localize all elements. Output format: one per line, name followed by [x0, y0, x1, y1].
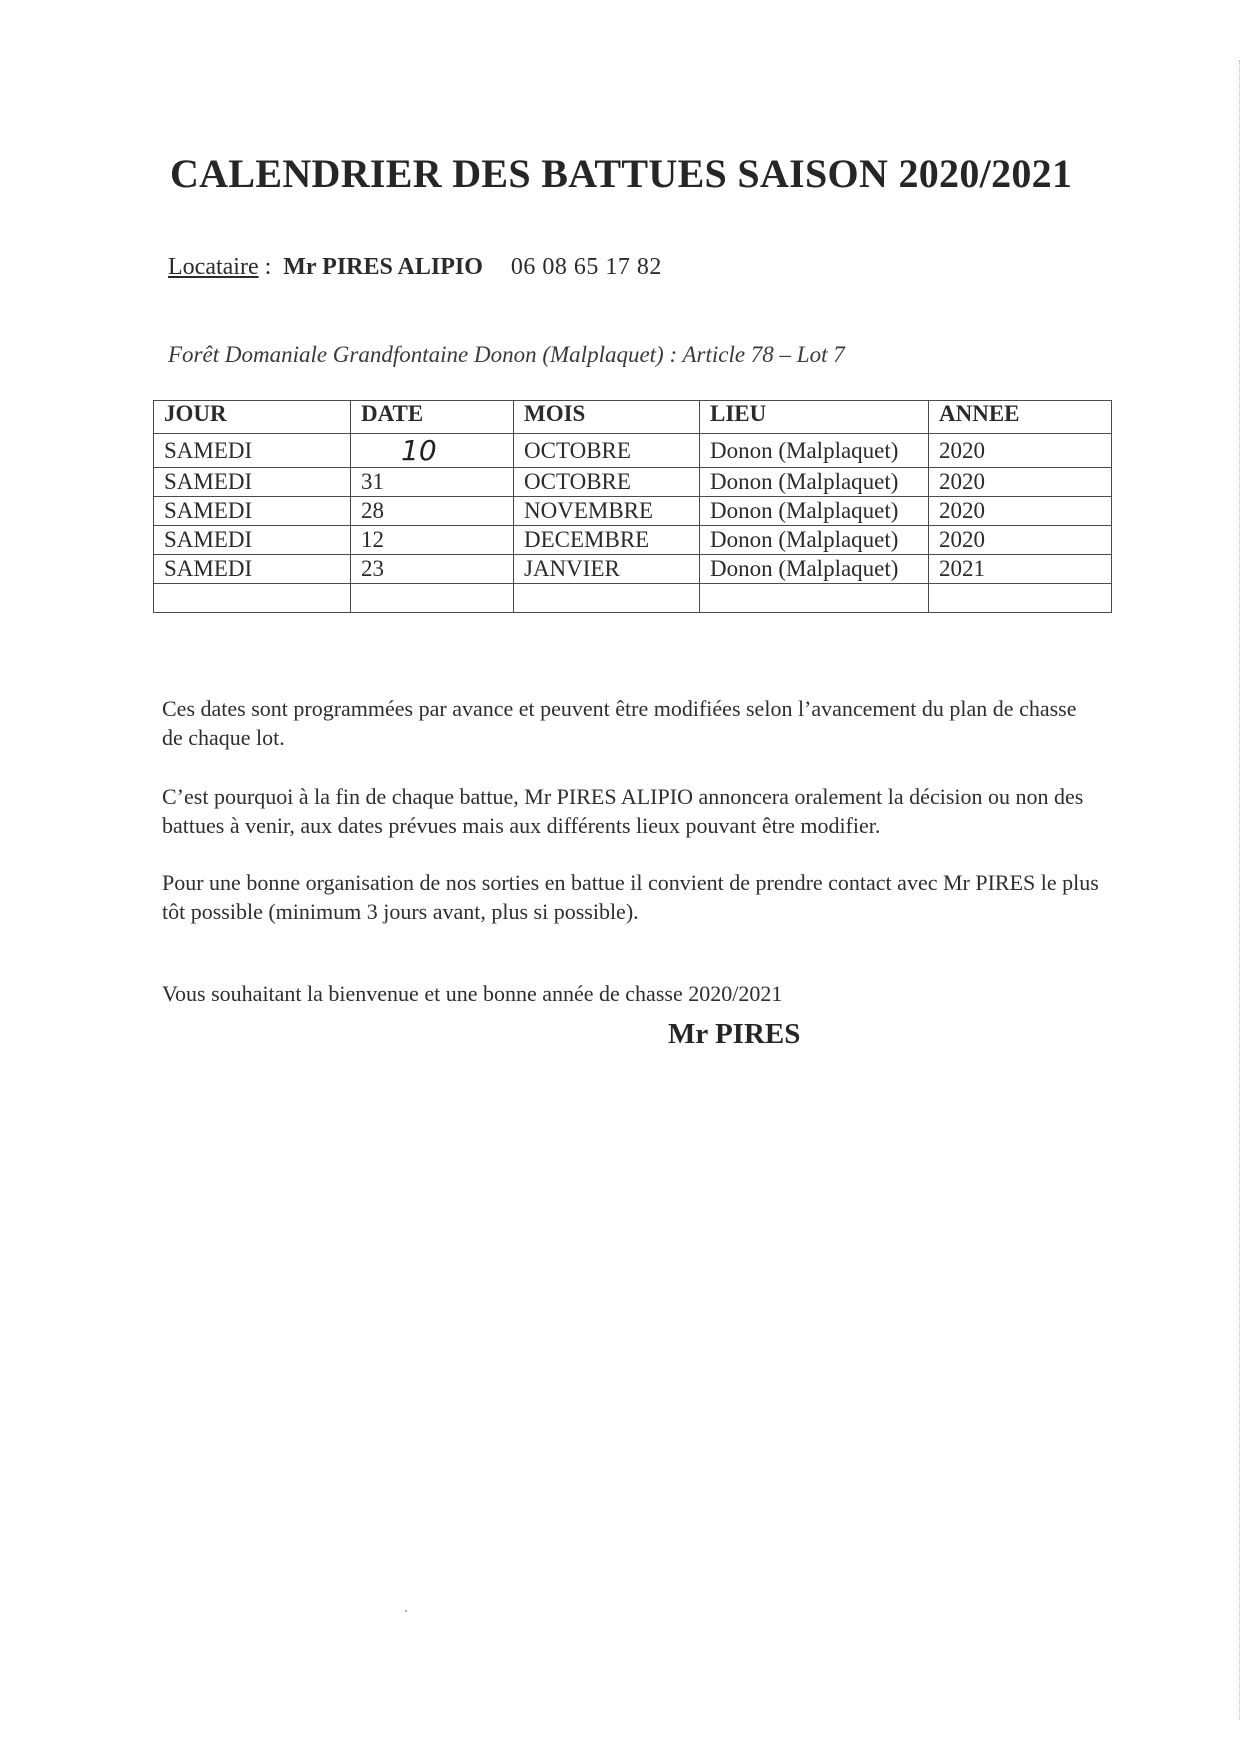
cell-date — [351, 584, 514, 613]
table-row — [154, 555, 1112, 584]
tenant-phone: 06 08 65 17 82 — [510, 254, 662, 280]
table-row — [154, 434, 1112, 468]
cell-lieu — [700, 584, 929, 613]
header-jour: JOUR — [154, 401, 351, 434]
scan-edge — [1235, 60, 1240, 1720]
cell-lieu: Donon (Malplaquet) — [700, 497, 929, 526]
signature-name: Mr PIRES — [668, 1018, 801, 1050]
table-row — [154, 526, 1112, 555]
notice-paragraph-contact: Pour une bonne organisation de nos sorties en battue il convient de prendre contact avec Mr PIRES le plus tôt possible (minimum 3 jours avant, plus si possible). — [162, 870, 1099, 924]
cell-lieu: Donon (Malplaquet) — [700, 468, 929, 497]
tenant-line — [168, 254, 662, 281]
cell-jour: SAMEDI — [154, 434, 351, 468]
closing-line: Vous souhaitant la bienvenue et une bonne année de chasse 2020/2021 — [162, 981, 783, 1006]
scan-speck — [405, 1610, 407, 1612]
cell-jour: SAMEDI — [154, 526, 351, 555]
cell-mois: OCTOBRE — [514, 434, 700, 468]
cell-annee: 2021 — [929, 555, 1112, 584]
cell-lieu: Donon (Malplaquet) — [700, 434, 929, 468]
page-title: CALENDRIER DES BATTUES SAISON 2020/2021 — [170, 151, 1073, 196]
notice-paragraph-dates: Ces dates sont programmées par avance et peuvent être modifiées selon l’avancement du plan de chasse de chaque lot. — [162, 696, 1077, 750]
cell-mois: OCTOBRE — [514, 468, 700, 497]
cell-mois: JANVIER — [514, 555, 700, 584]
cell-annee — [929, 584, 1112, 613]
notice-paragraph-announcement: C’est pourquoi à la fin de chaque battue, Mr PIRES ALIPIO annoncera oralement la décision ou non des battues à venir, aux dates prévues mais aux différents lieux pouvant être modifier. — [162, 784, 1084, 838]
cell-mois — [514, 584, 700, 613]
cell-lieu: Donon (Malplaquet) — [700, 526, 929, 555]
header-annee: ANNEE — [929, 401, 1112, 434]
table-row-empty — [154, 584, 1112, 613]
cell-jour: SAMEDI — [154, 497, 351, 526]
handwritten-date: 10 — [401, 434, 437, 467]
cell-date: 12 — [351, 526, 514, 555]
cell-annee: 2020 — [929, 497, 1112, 526]
header-date: DATE — [351, 401, 514, 434]
cell-annee: 2020 — [929, 526, 1112, 555]
cell-date: 28 — [351, 497, 514, 526]
cell-lieu: Donon (Malplaquet) — [700, 555, 929, 584]
cell-date-handwritten — [351, 434, 514, 468]
table-header-row — [154, 401, 1112, 434]
tenant-label: Locataire — [168, 254, 259, 280]
header-mois: MOIS — [514, 401, 700, 434]
cell-annee: 2020 — [929, 434, 1112, 468]
table-row — [154, 497, 1112, 526]
cell-mois: NOVEMBRE — [514, 497, 700, 526]
table-row — [154, 468, 1112, 497]
cell-date: 23 — [351, 555, 514, 584]
hunt-calendar-table — [153, 400, 1112, 613]
cell-date: 31 — [351, 468, 514, 497]
tenant-name: Mr PIRES ALIPIO — [283, 254, 483, 280]
cell-annee: 2020 — [929, 468, 1112, 497]
forest-line: Forêt Domaniale Grandfontaine Donon (Malplaquet) : Article 78 – Lot 7 — [168, 342, 845, 367]
header-lieu: LIEU — [700, 401, 929, 434]
tenant-separator: : — [258, 254, 272, 280]
cell-jour: SAMEDI — [154, 555, 351, 584]
cell-jour — [154, 584, 351, 613]
cell-jour: SAMEDI — [154, 468, 351, 497]
cell-mois: DECEMBRE — [514, 526, 700, 555]
